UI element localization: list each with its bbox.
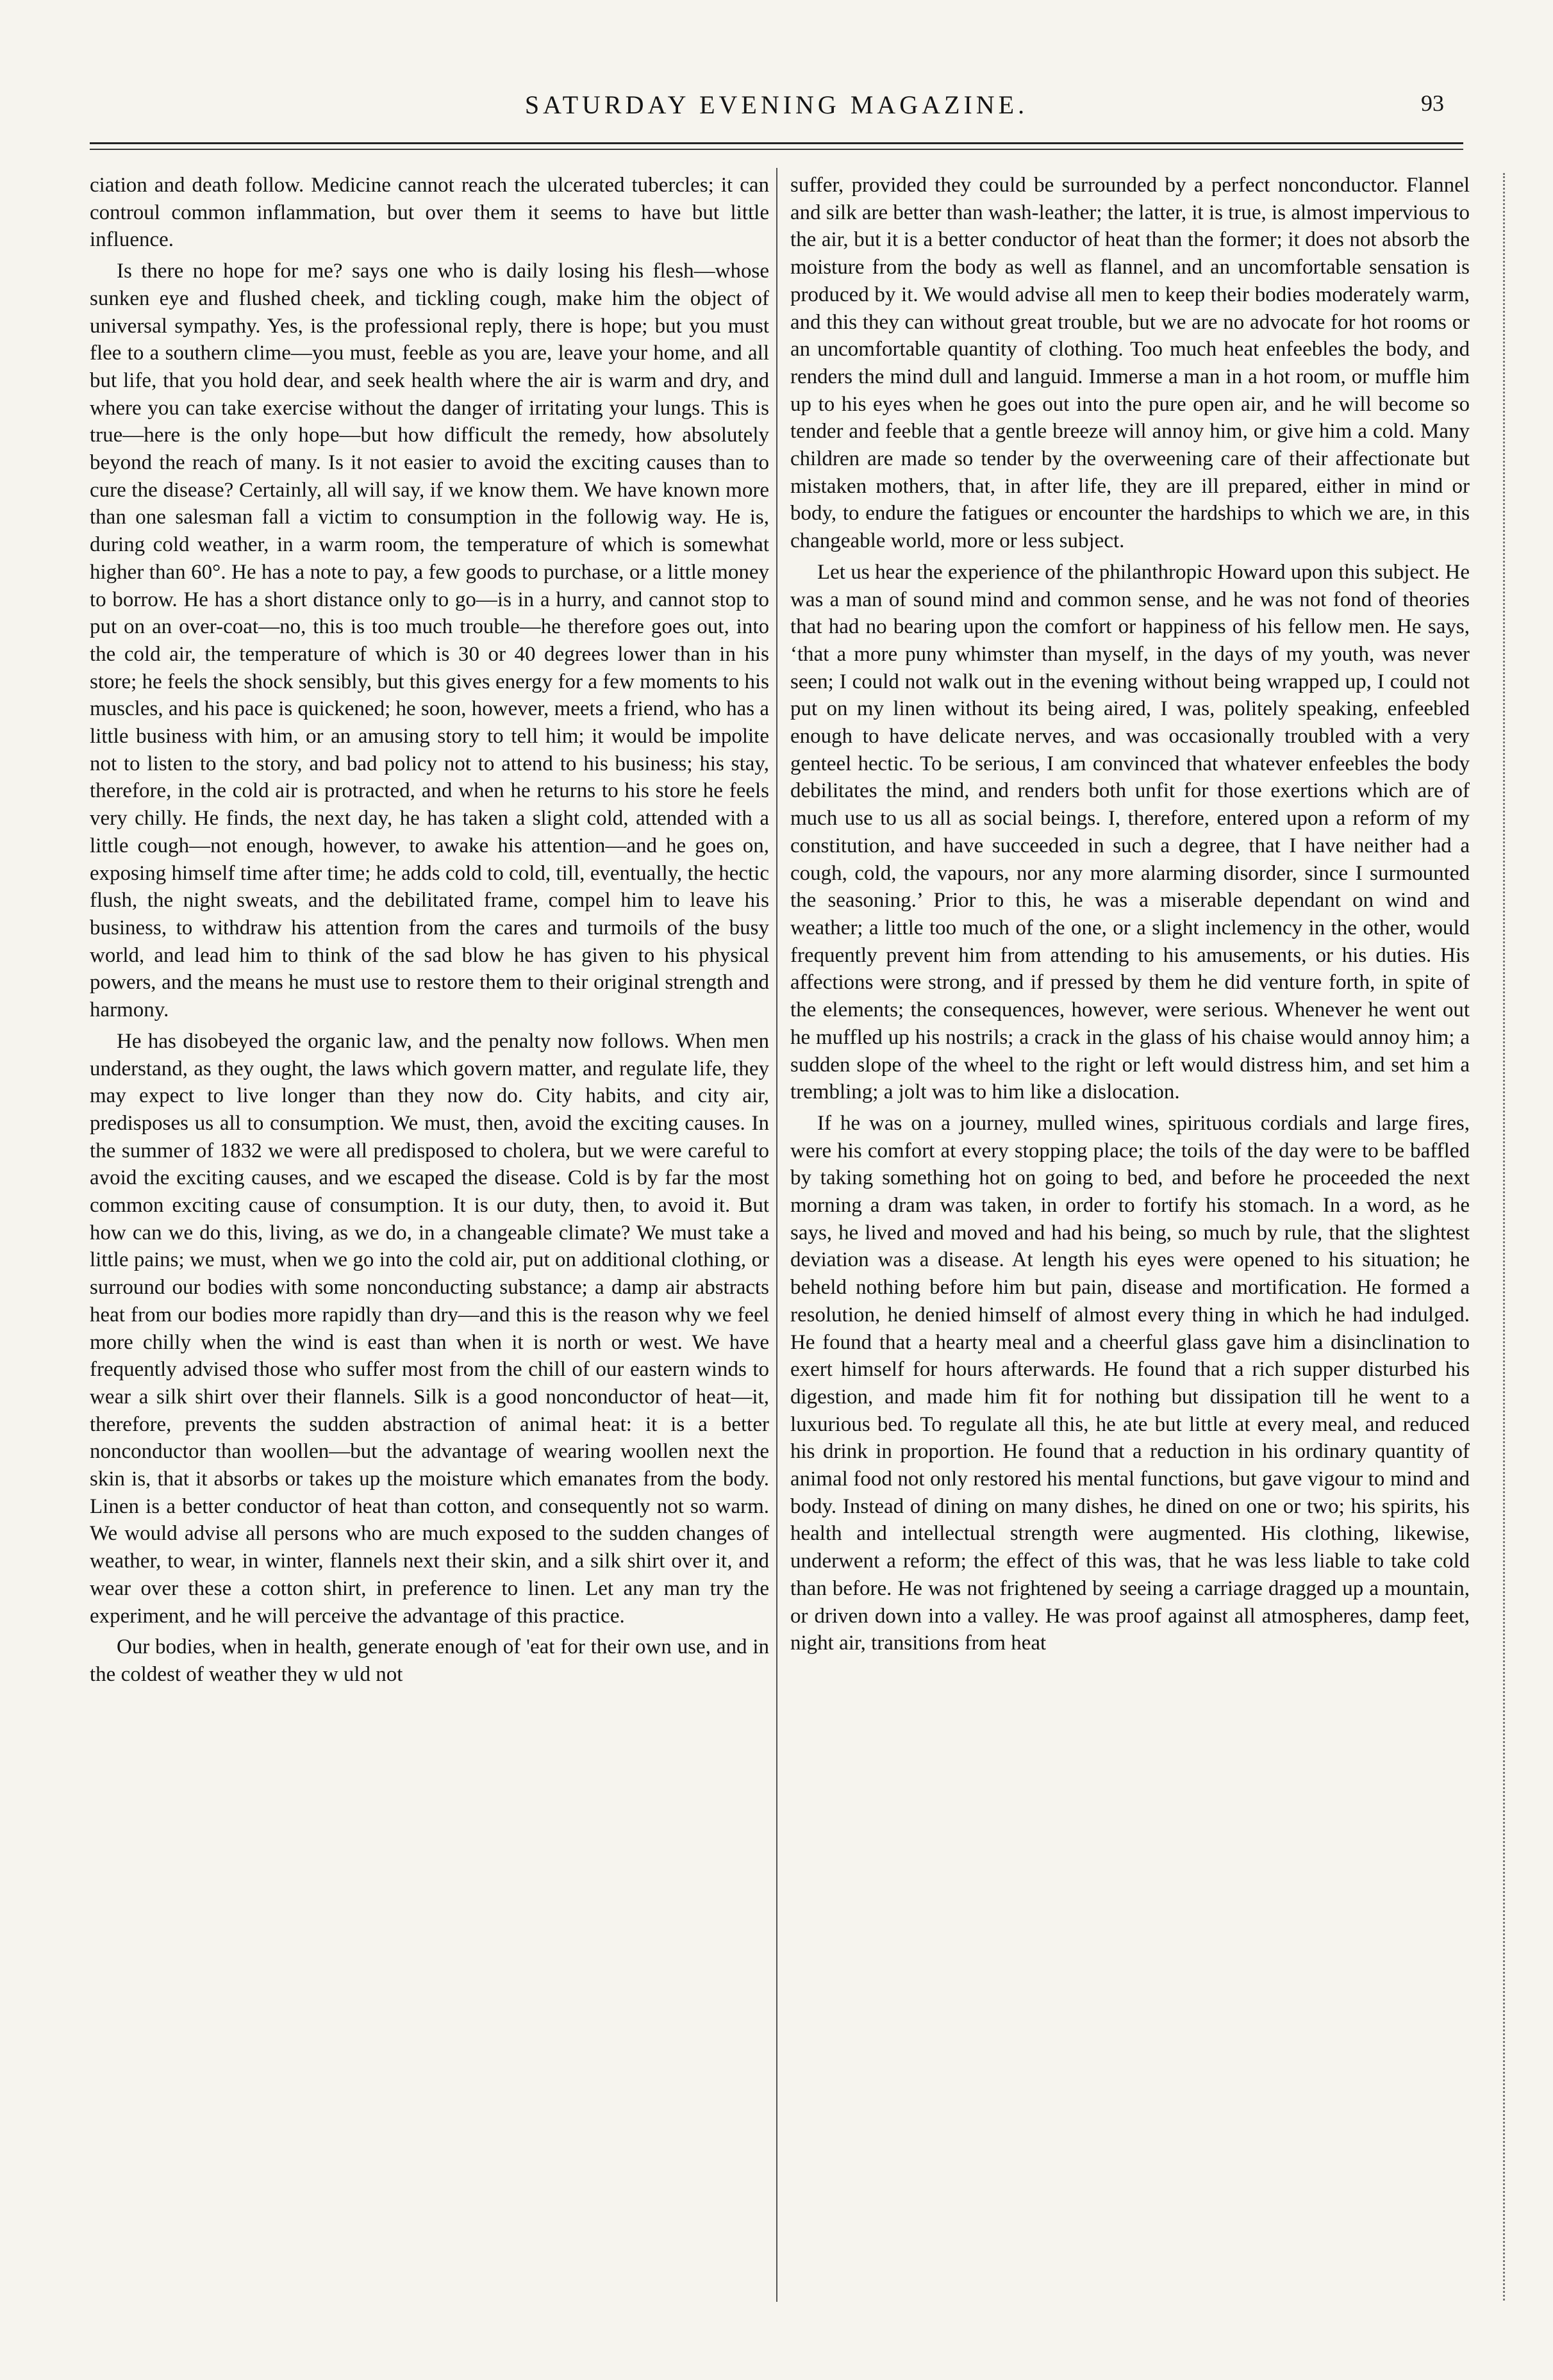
column-divider [776,168,777,2302]
header-rule [90,142,1463,144]
right-column [790,172,1470,2306]
paragraph: Our bodies, when in health, generate enough of 'eat for their own use, and in the coldest of weather they w uld not [90,1635,769,1686]
paragraph: ciation and death follow. Medicine cannot reach the ulcerated tubercles; it can controul common inflammation, but over them it seems to have but little influence. [90,174,769,252]
page-header [90,90,1463,135]
page-edge-binding [1503,173,1505,2301]
left-column [90,172,769,2306]
page-number: 93 [1421,90,1444,116]
paragraph: If he was on a journey, mulled wines, spirituous cordials and large fires, were his comfort at every stopping place; the toils of the day were to be baffled by taking something hot on going to bed, and before he proceeded the next morning a dram was taken, in order to fortify his stomach. In a word, as he says, he lived and moved and had his being, so much by rule, that the slightest deviation was a disease. At length his eyes were opened to his situation; he beheld nothing before him but pain, disease and mortification. He formed a resolution, he denied himself of almost every thing in which he had indulged. He found that a hearty meal and a cheerful glass gave him a disinclination to exert himself for hours afterwards. He found that a rich supper disturbed his digestion, and made him fit for nothing but dissipation till he went to a luxurious bed. To regulate all this, he ate but little at every meal, and reduced his drink in proportion. He found that a reduction in his ordinary quantity of animal food not only restored his mental functions, but gave vigour to mind and body. Instead of dining on many dishes, he dined on one or two; his spirits, his health and intellectual strength were augmented. His clothing, likewise, underwent a reform; the effect of this was, that he was less liable to take cold than before. He was not frightened by seeing a carriage dragged up a mountain, or driven down into a valley. He was proof against all atmospheres, damp feet, night air, transitions from heat [790,1111,1470,1655]
running-title: SATURDAY EVENING MAGAZINE. [524,90,1029,119]
paragraph: He has disobeyed the organic law, and the penalty now follows. When men understand, as they ought, the laws which govern matter, and regulate life, they may expect to live longer than they now do. City habits, and city air, predisposes us all to consumption. We must, then, avoid the exciting causes. In the summer of 1832 we were all predisposed to cholera, but we were careful to avoid the exciting causes, and we escaped the disease. Cold is by far the most common exciting cause of consumption. It is our duty, then, to avoid it. But how can we do this, living, as we do, in a changeable climate? We must take a little pains; we must, when we go into the cold air, put on additional clothing, or surround our bodies with some nonconducting substance; a damp air abstracts heat from our bodies more rapidly than dry—and this is the reason why we feel more chilly when the wind is east than when it is north or west. We have frequently advised those who suffer most from the chill of our eastern winds to wear a silk shirt over their flannels. Silk is a good nonconductor of heat—it, therefore, prevents the sudden abstraction of animal heat: it is a better nonconductor than woollen—but the advantage of wearing woollen next the skin is, that it absorbs or takes up the moisture which emanates from the body. Linen is a better conductor of heat than cotton, and consequently not so warm. We would advise all persons who are much exposed to the sudden changes of weather, to wear, in winter, flannels next their skin, and a silk shirt over it, and wear over these a cotton shirt, in preference to linen. Let any man try the experiment, and he will perceive the advantage of this practice. [90,1029,769,1628]
header-rule-secondary [90,149,1463,150]
paragraph: Is there no hope for me? says one who is daily losing his flesh—whose sunken eye and flushed cheek, and tickling cough, make him the object of universal sympathy. Yes, is the professional reply, there is hope; but you must flee to a southern clime—you must, feeble as you are, leave your home, and all but life, that you hold dear, and seek health where the air is warm and dry, and where you can take exercise without the danger of irritating your lungs. This is true—here is the only hope—but how difficult the remedy, how absolutely beyond the reach of many. Is it not easier to avoid the exciting causes than to cure the disease? Certainly, all will say, if we know them. We have known more than one salesman fall a victim to consumption in the followig way. He is, during cold weather, in a warm room, the temperature of which is somewhat higher than 60°. He has a note to pay, a few goods to purchase, or a little money to borrow. He has a short distance only to go—is in a hurry, and cannot stop to put on an over-coat—no, this is too much trouble—he therefore goes out, into the cold air, the temperature of which is 30 or 40 degrees lower than in his store; he feels the shock sensibly, but this gives energy for a few moments to his muscles, and his pace is quickened; he soon, however, meets a friend, who has a little business with him, or an amusing story to tell him; it would be impolite not to listen to the story, and bad policy not to attend to his business; his stay, therefore, in the cold air is protracted, and when he returns to his store he feels very chilly. He finds, the next day, he has taken a slight cold, attended with a little cough—not enough, however, to awake his attention—and he goes on, exposing himself time after time; he adds cold to cold, till, eventually, the hectic flush, the night sweats, and the debilitated frame, compel him to leave his business, to withdraw his attention from the cares and turmoils of the busy world, and lead him to think of the sad blow he has given to his physical powers, and the means he must use to restore them to their original strength and harmony. [90,260,769,1022]
paragraph: suffer, provided they could be surrounded by a perfect nonconductor. Flannel and silk are better than wash-leather; the latter, it is true, is almost impervious to the air, but it is a better conductor of heat than the former; it does not absorb the moisture from the body as well as flannel, and an uncomfortable sensation is produced by it. We would advise all men to keep their bodies moderately warm, and this they can without great trouble, but we are no advocate for hot rooms or an uncomfortable quantity of clothing. Too much heat enfeebles the body, and renders the mind dull and languid. Immerse a man in a hot room, or muffle him up to his eyes when he goes out into the pure open air, and he will become so tender and feeble that a gentle breeze will annoy him, or give him a cold. Many children are made so tender by the overweening care of their affectionate but mistaken mothers, that, in after life, they are ill prepared, either in mind or body, to endure the fatigues or encounter the hardships to which we are, in this changeable world, more or less subject. [790,174,1470,553]
paragraph: Let us hear the experience of the philanthropic Howard upon this subject. He was a man of sound mind and common sense, and he was not fond of theories that had no bearing upon the comfort or happiness of his fellow men. He says, ‘that a more puny whimster than myself, in the days of my youth, was never seen; I could not walk out in the evening without being wrapped up, I could not put on my linen without its being aired, I was, politely speaking, enfeebled enough to have delicate nerves, and was occasionally troubled with a very genteel hectic. To be serious, I am convinced that whatever enfeebles the body debilitates the mind, and renders both unfit for those exertions which are of much use to us all as social beings. I, therefore, entered upon a reform of my constitution, and have succeeded in such a degree, that I have neither had a cough, cold, the vapours, nor any more alarming disorder, since I surmounted the seasoning.’ Prior to this, he was a miserable dependant on wind and weather; a little too much of the one, or a slight inclemency in the other, would frequently prevent him from attending to his amusements, or his duties. His affections were strong, and if pressed by them he did venture forth, in spite of the elements; the consequences, however, were serious. Whenever he went out he muffled up his nostrils; a crack in the glass of his chaise would annoy him; a sudden slope of the wheel to the right or left would distress him, and set him a trembling; a jolt was to him like a dislocation. [790,560,1470,1104]
